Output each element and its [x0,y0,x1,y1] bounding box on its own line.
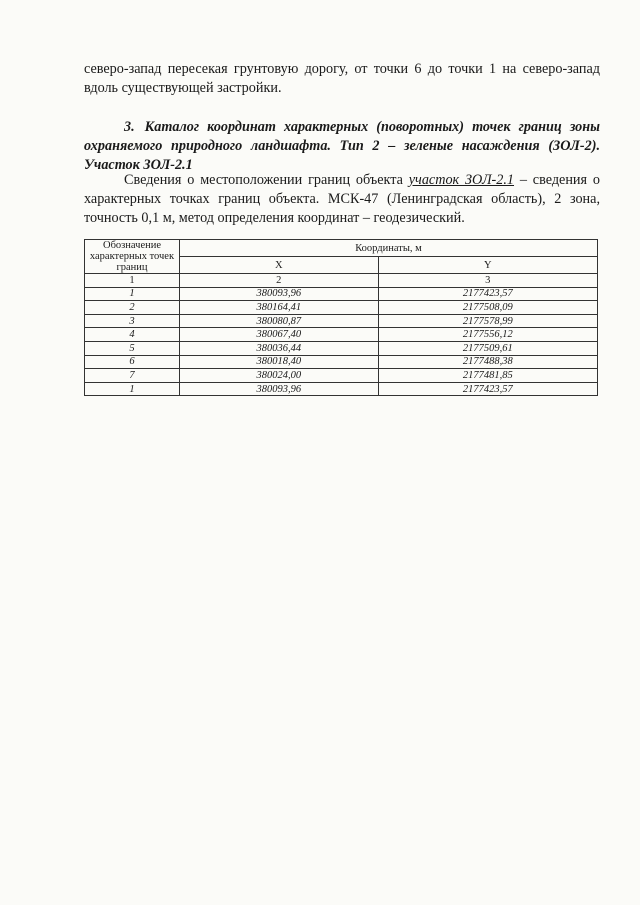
info-text-part1: Сведения о местоположении границ объекта [124,172,409,188]
cell-x: 380018,40 [180,355,379,369]
cell-point: 7 [85,369,180,383]
column-number: 3 [378,274,598,288]
cell-x: 380093,96 [180,287,379,301]
cell-point: 6 [85,355,180,369]
cell-x: 380036,44 [180,341,379,355]
cell-y: 2177556,12 [378,328,598,342]
section-heading [84,118,600,175]
section-number: 3. [124,119,135,135]
table-row [85,369,598,383]
table-row [85,355,598,369]
table-row [85,301,598,315]
cell-point: 5 [85,341,180,355]
header-point-designation: Обозначение характерных точек границ [85,240,180,274]
cell-point: 1 [85,287,180,301]
table-row [85,341,598,355]
cell-y: 2177488,38 [378,355,598,369]
cell-x: 380164,41 [180,301,379,315]
cell-y: 2177481,85 [378,369,598,383]
cell-y: 2177508,09 [378,301,598,315]
paragraph-object-info [84,171,600,228]
cell-point: 4 [85,328,180,342]
object-name: участок ЗОЛ-2.1 [408,172,515,188]
cell-x: 380067,40 [180,328,379,342]
cell-point: 2 [85,301,180,315]
cell-y: 2177423,57 [378,287,598,301]
coordinates-table [84,239,598,396]
column-number: 2 [180,274,379,288]
cell-y: 2177578,99 [378,314,598,328]
paragraph-route-description: северо-запад пересекая грунтовую дорогу, от точки 6 до точки 1 на северо-запад вдоль существующей застройки. [84,61,600,96]
cell-point: 3 [85,314,180,328]
table-row [85,287,598,301]
column-number: 1 [85,274,180,288]
cell-point: 1 [85,382,180,396]
table-row [85,328,598,342]
info-text-part2: – сведения о характерных точках границ объекта. МСК-47 (Ленинградская область), 2 зона, точность 0,1 м, метод определения координат – геодезический. [84,172,600,226]
header-coordinates: Координаты, м [180,240,598,257]
cell-x: 380024,00 [180,369,379,383]
header-x: X [180,257,379,274]
section-title: Каталог координат характерных (поворотных) точек границ зоны охраняемого природного ландшафта. Тип 2 – зеленые насаждения (ЗОЛ-2). Участок ЗОЛ-2.1 [84,119,600,173]
cell-x: 380080,87 [180,314,379,328]
table-row [85,314,598,328]
table-row [85,382,598,396]
cell-y: 2177509,61 [378,341,598,355]
cell-x: 380093,96 [180,382,379,396]
cell-y: 2177423,57 [378,382,598,396]
column-numbers-row [85,274,598,288]
header-y: Y [378,257,598,274]
